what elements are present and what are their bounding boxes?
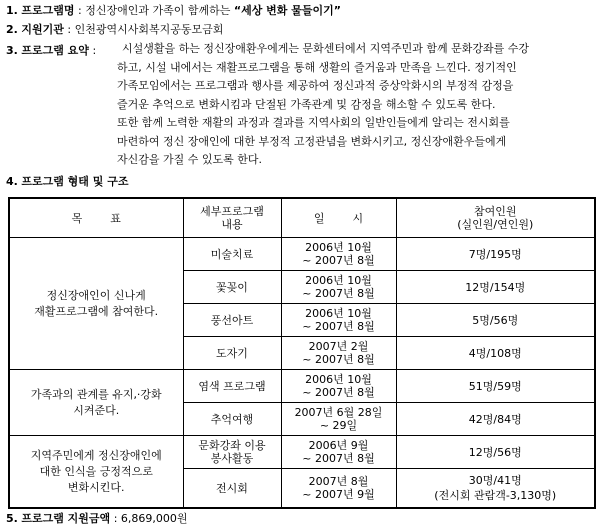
- program-cell: 전시회: [183, 469, 281, 509]
- support-amount-text: 6,869,000원: [120, 512, 188, 525]
- goal-cell: 정신장애인이 신나게 재활프로그램에 참여한다.: [9, 238, 183, 370]
- summary-paragraph: [117, 40, 595, 170]
- goal-cell: 지역주민에게 정신장애인에 대한 인식을 긍정적으로 변화시킨다.: [9, 436, 183, 509]
- people-cell: 42명/84명: [396, 403, 595, 436]
- separator: :: [67, 23, 72, 36]
- program-cell: 풍선아트: [183, 304, 281, 337]
- section-number: 1.: [6, 4, 18, 17]
- program-title: “세상 변화 물들이기”: [233, 4, 341, 17]
- period-cell: 2007년 6월 28일 ~ 29일: [281, 403, 396, 436]
- summary-line: 가족모임에서는 프로그램과 행사를 제공하여 정신과적 증상악화시의 부정적 감정을: [117, 79, 514, 92]
- section-number: 4.: [6, 175, 18, 188]
- summary-line: 즐거운 추억으로 변화시킴과 단절된 가족관계 및 감정을 해소할 수 있도록 한다.: [117, 97, 496, 111]
- section-summary-heading: [6, 42, 96, 58]
- section-number: 2.: [6, 23, 18, 36]
- summary-line: 마련하여 정신 장애인에 대한 부정적 고정관념을 변화시키고, 정신장애환우들에게: [117, 134, 507, 148]
- summary-line: 자신감을 가질 수 있도록 한다.: [117, 153, 262, 166]
- program-cell: 미술치료: [183, 238, 281, 271]
- period-cell: 2007년 8월 ~ 2007년 9월: [281, 469, 396, 509]
- program-structure-table: [8, 197, 596, 509]
- section-label: 프로그램 형태 및 구조: [21, 175, 129, 188]
- table-header-row: [9, 198, 595, 238]
- table-row: [9, 370, 595, 403]
- people-cell: 30명/41명 (전시회 관람객-3,130명): [396, 469, 595, 509]
- header-people: 참여인원 (실인원/연인원): [396, 198, 595, 238]
- summary-line: 또한 함께 노력한 재활의 과정과 결과를 지역사회의 일반인들에게 알리는 전시회를: [117, 116, 510, 129]
- period-cell: 2006년 9월 ~ 2007년 8월: [281, 436, 396, 469]
- people-cell: 12명/154명: [396, 271, 595, 304]
- goal-cell: 가족과의 관계를 유지,·강화 시켜준다.: [9, 370, 183, 436]
- support-org-text: 인천광역시사회복지공동모금회: [74, 23, 224, 36]
- section-structure-heading: [6, 174, 128, 189]
- period-cell: 2006년 10월 ~ 2007년 8월: [281, 370, 396, 403]
- period-cell: 2006년 10월 ~ 2007년 8월: [281, 271, 396, 304]
- section-program-name: [6, 3, 341, 18]
- program-cell: 문화강좌 이용 봉사활동: [183, 436, 281, 469]
- header-period: 일 시: [281, 198, 396, 238]
- separator: :: [92, 44, 97, 57]
- people-cell: 7명/195명: [396, 238, 595, 271]
- people-cell: 5명/56명: [396, 304, 595, 337]
- program-cell: 도자기: [183, 337, 281, 370]
- section-number: 5.: [6, 512, 18, 525]
- section-support-amount: [6, 511, 188, 526]
- period-cell: 2006년 10월 ~ 2007년 8월: [281, 238, 396, 271]
- section-number: 3.: [6, 44, 18, 57]
- summary-line: 시설생활을 하는 정신장애환우에게는 문화센터에서 지역주민과 함께 문화강좌를 수강: [122, 42, 530, 55]
- period-cell: 2007년 2월 ~ 2007년 8월: [281, 337, 396, 370]
- program-cell: 추억여행: [183, 403, 281, 436]
- section-label: 지원기관: [21, 23, 64, 36]
- program-name-text: 정신장애인과 가족이 함께하는: [85, 4, 231, 17]
- header-program: 세부프로그램 내용: [183, 198, 281, 238]
- summary-line: 하고, 시설 내에서는 재활프로그램을 통해 생활의 즐거움과 만족을 느낀다. 정기적인: [117, 60, 517, 74]
- program-cell: 염색 프로그램: [183, 370, 281, 403]
- people-cell: 51명/59명: [396, 370, 595, 403]
- separator: :: [113, 512, 118, 525]
- section-label: 프로그램 요약: [21, 44, 89, 57]
- people-cell: 4명/108명: [396, 337, 595, 370]
- table-row: [9, 436, 595, 469]
- separator: :: [77, 4, 82, 17]
- section-label: 프로그램 지원금액: [21, 512, 111, 525]
- table-row: [9, 238, 595, 271]
- people-cell: 12명/56명: [396, 436, 595, 469]
- header-goal: 목 표: [9, 198, 183, 238]
- section-support-org: [6, 22, 223, 37]
- period-cell: 2006년 10월 ~ 2007년 8월: [281, 304, 396, 337]
- program-cell: 꽃꽂이: [183, 271, 281, 304]
- section-label: 프로그램명: [21, 4, 75, 17]
